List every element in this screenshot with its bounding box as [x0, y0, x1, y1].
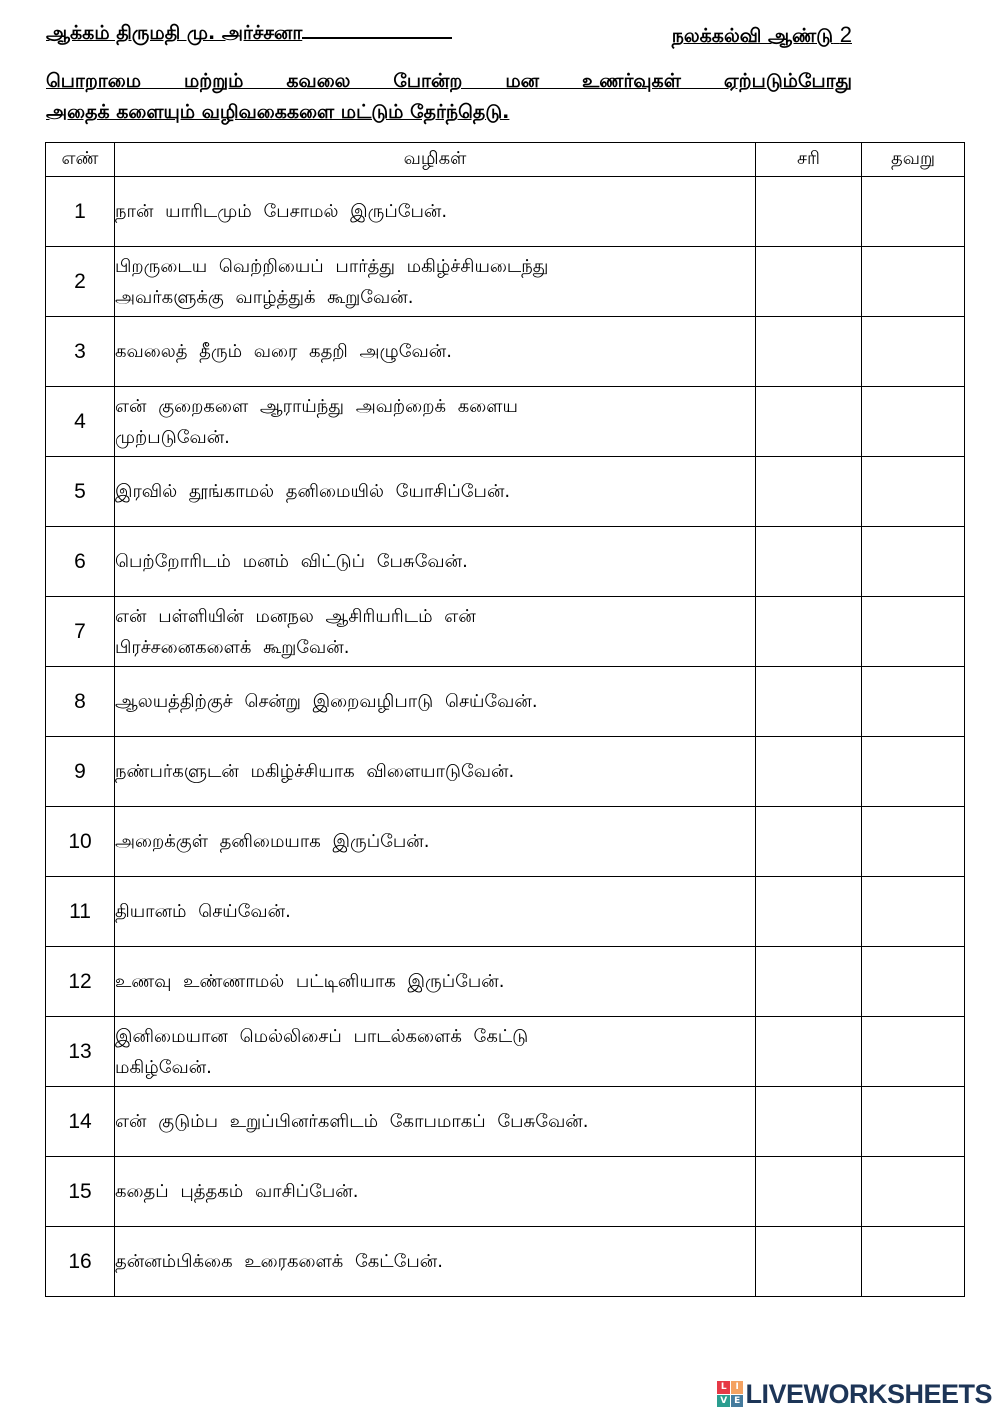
row-way-line-1: இனிமையான மெல்லிசைப் பாடல்களைக் கேட்டு — [115, 1025, 529, 1047]
row-number: 15 — [46, 1157, 115, 1227]
liveworksheets-watermark — [717, 1380, 992, 1408]
table-row — [46, 527, 965, 597]
row-number: 2 — [46, 247, 115, 317]
row-number: 11 — [46, 877, 115, 947]
row-number: 16 — [46, 1227, 115, 1297]
instruction-line-2: அதைக் களையும் வழிவகைகளை மட்டும் தேர்ந்தெடு. — [46, 101, 510, 123]
header-line — [46, 22, 852, 50]
wrong-answer-cell[interactable] — [862, 877, 965, 947]
row-way — [115, 597, 756, 667]
row-number: 6 — [46, 527, 115, 597]
row-way-line-2: பிரச்சனைகளைக் கூறுவேன். — [115, 636, 350, 658]
wrong-answer-cell[interactable] — [862, 947, 965, 1017]
correct-answer-cell[interactable] — [756, 807, 862, 877]
table-row — [46, 807, 965, 877]
subject-line — [672, 22, 852, 50]
wrong-answer-cell[interactable] — [862, 807, 965, 877]
correct-answer-cell[interactable] — [756, 317, 862, 387]
correct-answer-cell[interactable] — [756, 527, 862, 597]
row-way — [115, 387, 756, 457]
wrong-answer-cell[interactable] — [862, 737, 965, 807]
row-number: 4 — [46, 387, 115, 457]
table-row — [46, 317, 965, 387]
correct-answer-cell[interactable] — [756, 947, 862, 1017]
wrong-answer-cell[interactable] — [862, 317, 965, 387]
row-way-line-1: இரவில் தூங்காமல் தனிமையில் யோசிப்பேன். — [115, 481, 511, 502]
row-way — [115, 247, 756, 317]
header-correct: சரி — [756, 143, 862, 177]
correct-answer-cell[interactable] — [756, 1087, 862, 1157]
row-way-line-1: நண்பர்களுடன் மகிழ்ச்சியாக விளையாடுவேன். — [115, 761, 515, 782]
wrong-answer-cell[interactable] — [862, 527, 965, 597]
table-row — [46, 1017, 965, 1087]
row-way-line-1: கதைப் புத்தகம் வாசிப்பேன். — [115, 1181, 359, 1202]
table-row — [46, 667, 965, 737]
table-row — [46, 387, 965, 457]
row-way-line-1: கவலைத் தீரும் வரை கதறி அழுவேன். — [115, 341, 452, 362]
wrong-answer-cell[interactable] — [862, 597, 965, 667]
correct-answer-cell[interactable] — [756, 877, 862, 947]
wrong-answer-cell[interactable] — [862, 667, 965, 737]
row-way-line-1: என் குறைகளை ஆராய்ந்து அவற்றைக் களைய — [115, 395, 518, 417]
row-way-line-2: மகிழ்வேன். — [115, 1056, 212, 1078]
row-way-line-1: உணவு உண்ணாமல் பட்டினியாக இருப்பேன். — [115, 971, 505, 992]
subject-text: நலக்கல்வி ஆண்டு — [671, 25, 834, 47]
row-number: 7 — [46, 597, 115, 667]
table-row — [46, 1227, 965, 1297]
row-way — [115, 1227, 756, 1297]
row-way — [115, 807, 756, 877]
row-way — [115, 947, 756, 1017]
row-way-line-1: பெற்றோரிடம் மனம் விட்டுப் பேசுவேன். — [115, 551, 468, 572]
row-way-line-1: என் பள்ளியின் மனநல ஆசிரியரிடம் என் — [115, 605, 476, 627]
row-way-line-1: ஆலயத்திற்குச் சென்று இறைவழிபாடு செய்வேன். — [115, 691, 538, 712]
row-way — [115, 317, 756, 387]
instructions — [46, 66, 852, 128]
row-way-line-1: தியானம் செய்வேன். — [115, 901, 291, 922]
table-row — [46, 177, 965, 247]
row-way — [115, 667, 756, 737]
row-number: 5 — [46, 457, 115, 527]
wrong-answer-cell[interactable] — [862, 1157, 965, 1227]
table-header-row — [46, 143, 965, 177]
row-way-line-2: அவர்களுக்கு வாழ்த்துக் கூறுவேன். — [115, 286, 414, 308]
correct-answer-cell[interactable] — [756, 1157, 862, 1227]
table-row — [46, 877, 965, 947]
correct-answer-cell[interactable] — [756, 737, 862, 807]
row-way — [115, 1017, 756, 1087]
author-line — [46, 22, 452, 47]
row-way — [115, 177, 756, 247]
table-row — [46, 947, 965, 1017]
wrong-answer-cell[interactable] — [862, 387, 965, 457]
row-number: 10 — [46, 807, 115, 877]
correct-answer-cell[interactable] — [756, 387, 862, 457]
correct-answer-cell[interactable] — [756, 457, 862, 527]
row-way-line-2: முற்படுவேன். — [115, 426, 230, 448]
row-number: 9 — [46, 737, 115, 807]
table-row — [46, 1157, 965, 1227]
logo-tile: I — [731, 1381, 744, 1394]
author-text: ஆக்கம் திருமதி மு. அர்ச்சனா — [46, 22, 303, 44]
wrong-answer-cell[interactable] — [862, 1087, 965, 1157]
row-number: 1 — [46, 177, 115, 247]
row-number: 14 — [46, 1087, 115, 1157]
row-way-line-1: நான் யாரிடமும் பேசாமல் இருப்பேன். — [115, 201, 448, 222]
correct-answer-cell[interactable] — [756, 1017, 862, 1087]
row-number: 12 — [46, 947, 115, 1017]
row-way-line-1: அறைக்குள் தனிமையாக இருப்பேன். — [115, 831, 430, 852]
row-number: 8 — [46, 667, 115, 737]
logo-tile: E — [731, 1395, 744, 1408]
table-row — [46, 457, 965, 527]
table-row — [46, 1087, 965, 1157]
row-way — [115, 527, 756, 597]
table-row — [46, 247, 965, 317]
header-wrong: தவறு — [862, 143, 965, 177]
row-way — [115, 1157, 756, 1227]
wrong-answer-cell[interactable] — [862, 457, 965, 527]
correct-answer-cell[interactable] — [756, 177, 862, 247]
wrong-answer-cell[interactable] — [862, 1017, 965, 1087]
correct-answer-cell[interactable] — [756, 667, 862, 737]
row-way — [115, 877, 756, 947]
logo-tile: L — [717, 1381, 730, 1394]
table-row — [46, 597, 965, 667]
logo-tile: V — [717, 1395, 730, 1408]
table-row — [46, 737, 965, 807]
row-way — [115, 737, 756, 807]
header-ways: வழிகள் — [115, 143, 756, 177]
liveworksheets-logo-icon — [717, 1381, 743, 1407]
grade-number: 2 — [839, 22, 852, 47]
author-underline — [302, 37, 452, 39]
wrong-answer-cell[interactable] — [862, 247, 965, 317]
row-number: 3 — [46, 317, 115, 387]
row-way-line-1: பிறருடைய வெற்றியைப் பார்த்து மகிழ்ச்சியடைந்து — [115, 255, 549, 277]
wrong-answer-cell[interactable] — [862, 1227, 965, 1297]
row-way-line-1: தன்னம்பிக்கை உரைகளைக் கேட்பேன். — [115, 1251, 443, 1272]
row-way — [115, 1087, 756, 1157]
instruction-line-1: பொறாமை மற்றும் கவலை போன்ற மன உணர்வுகள் ஏற்படும்போது — [46, 70, 852, 92]
row-number: 13 — [46, 1017, 115, 1087]
worksheet-table — [45, 142, 965, 1297]
correct-answer-cell[interactable] — [756, 247, 862, 317]
watermark-text: LIVEWORKSHEETS — [745, 1378, 992, 1409]
row-way — [115, 457, 756, 527]
correct-answer-cell[interactable] — [756, 1227, 862, 1297]
wrong-answer-cell[interactable] — [862, 177, 965, 247]
row-way-line-1: என் குடும்ப உறுப்பினர்களிடம் கோபமாகப் பேசுவேன். — [115, 1111, 589, 1132]
header-number: எண் — [46, 143, 115, 177]
correct-answer-cell[interactable] — [756, 597, 862, 667]
